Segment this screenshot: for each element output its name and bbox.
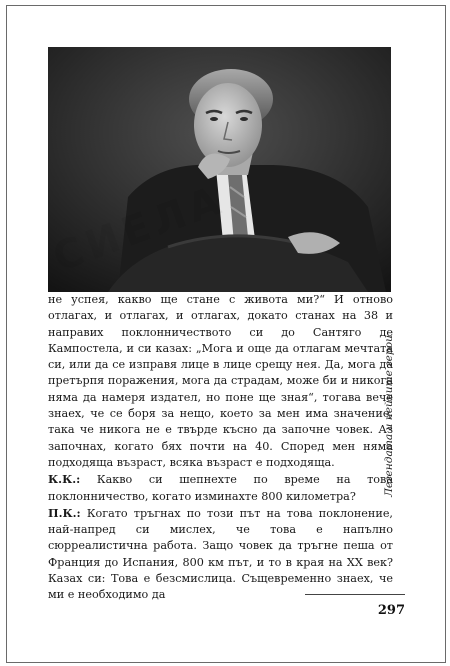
question-text: Какво си шепнехте по време на това поклонничество, когато изминахте 800 километра?	[48, 473, 393, 503]
paragraph-answer-continuation: не успея, какво ще стане с живота ми?“ И отново отлагах, и отлагах, и отлагах, докато станах на 38 и направих поклонничеството си до Сантяго де Кампостела, и си казах: „Мога и още да отлагам мечтата си, или да се изправя лице в лице срещу нея. Да, мога да претърпя поражения, мога да страдам, може би и никога няма да намеря издател, но поне ще зная“, тогава вече знаех, че се боря за нещо, което за мен има значение, така че никога не е твърде късно да започне човек. Аз започнах, когато бях почти на 40. Според мен няма подходяща възраст, всяка възраст е подходяща.	[48, 293, 393, 469]
paragraph-question	[48, 471, 393, 505]
running-title: Легендата и нейните герои	[383, 335, 395, 497]
body-text	[48, 292, 393, 604]
page-number: 297	[377, 603, 405, 618]
paragraph-answer	[48, 505, 393, 604]
author-portrait-photo	[48, 47, 391, 292]
speaker-pk: П.К.:	[48, 505, 81, 520]
book-page	[6, 5, 446, 663]
footer-rule	[305, 594, 405, 595]
answer-text: Когато тръгнах по този път на това поклонение, най-напред си мислех, че това е напълно сюрреалистична работа. Защо човек да тръгне пеша от Франция до Испания, 800 км път, и то в края на XX век? Казах си: Това е безсмислица. Същевременно знаех, че ми е необходимо да	[48, 506, 393, 602]
speaker-kk: К.К.:	[48, 472, 81, 487]
